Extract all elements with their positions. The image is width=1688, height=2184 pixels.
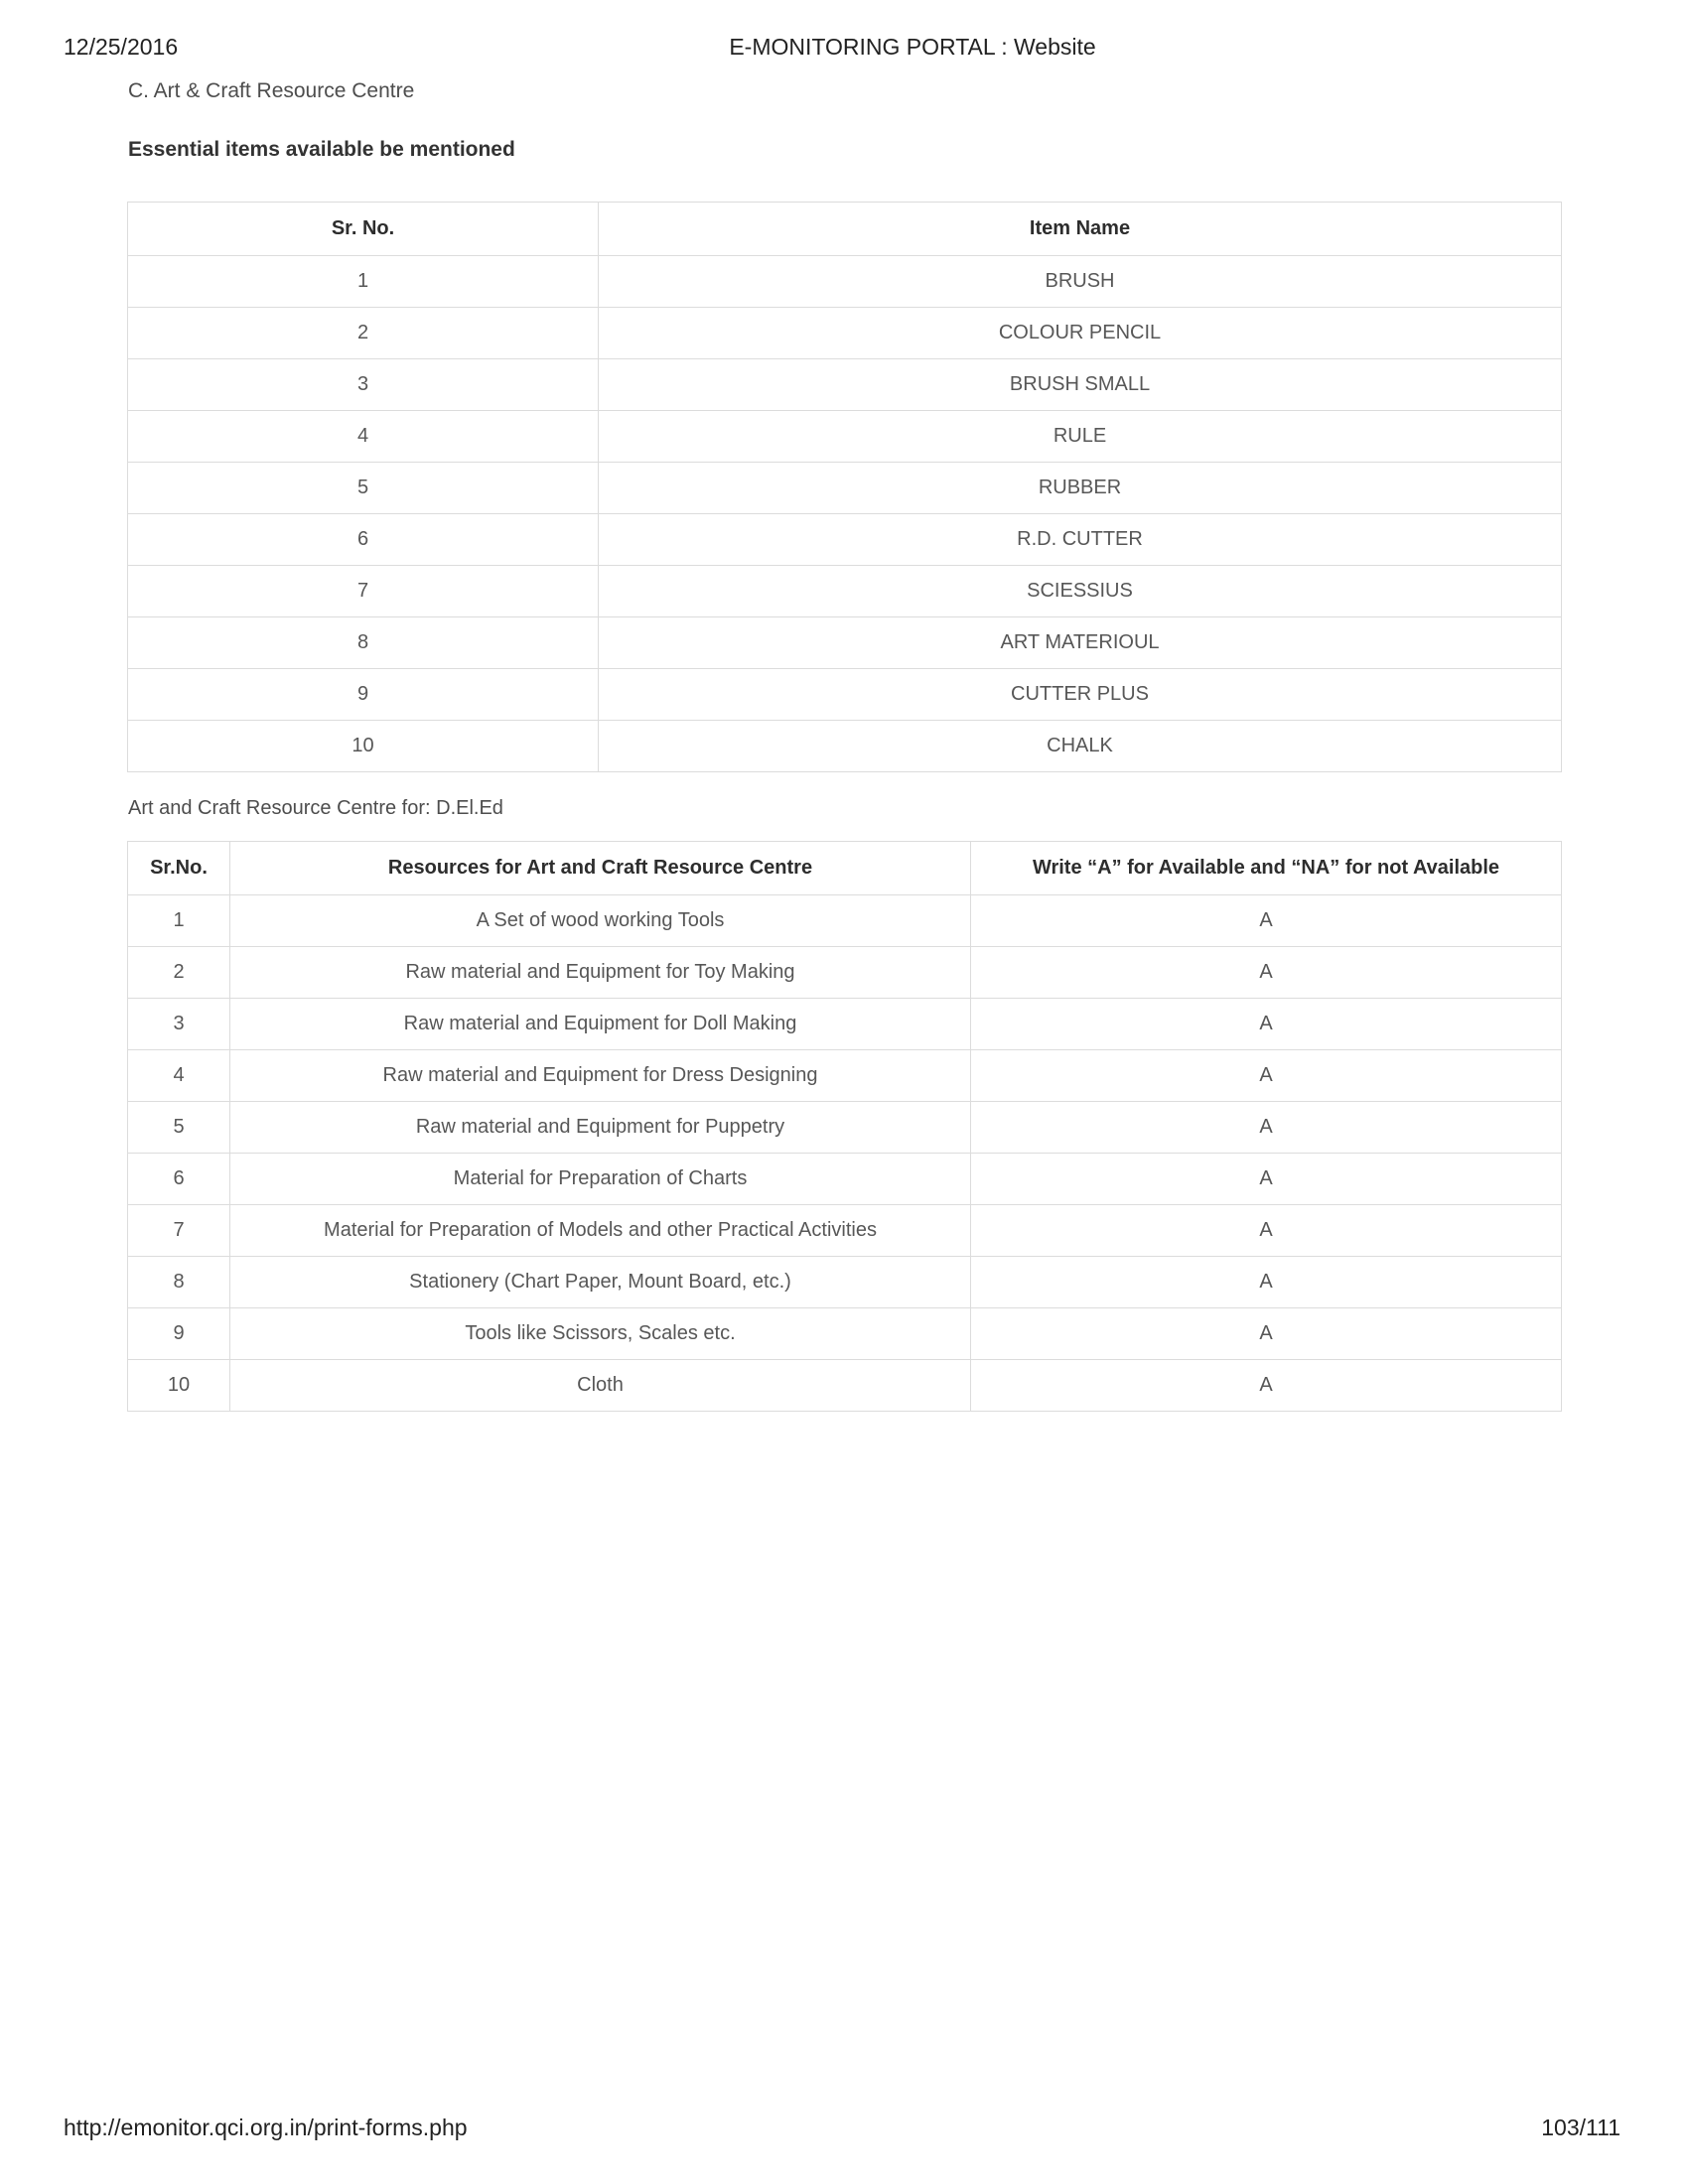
resource-cell: Raw material and Equipment for Doll Making — [230, 999, 971, 1050]
sr-no-cell: 6 — [128, 514, 599, 566]
availability-cell: A — [971, 1154, 1562, 1205]
table-row — [128, 1257, 1562, 1308]
sr-no-cell: 5 — [128, 1102, 230, 1154]
footer-page-number: 103/111 — [1541, 2115, 1620, 2140]
table-row — [128, 1360, 1562, 1412]
sr-no-cell: 3 — [128, 359, 599, 411]
table-row — [128, 617, 1562, 669]
resources-availability-table — [127, 841, 1562, 1412]
table-row — [128, 1205, 1562, 1257]
column-header-availability: Write “A” for Available and “NA” for not Available — [971, 842, 1562, 895]
column-header-sr-no: Sr. No. — [128, 203, 599, 256]
availability-cell: A — [971, 1205, 1562, 1257]
sr-no-cell: 9 — [128, 1308, 230, 1360]
availability-cell: A — [971, 1257, 1562, 1308]
sr-no-cell: 8 — [128, 617, 599, 669]
table-row — [128, 514, 1562, 566]
resource-cell: Stationery (Chart Paper, Mount Board, etc.) — [230, 1257, 971, 1308]
sr-no-cell: 1 — [128, 895, 230, 947]
sr-no-cell: 7 — [128, 1205, 230, 1257]
availability-cell: A — [971, 1050, 1562, 1102]
availability-cell: A — [971, 895, 1562, 947]
availability-cell: A — [971, 999, 1562, 1050]
section-heading-deled: Art and Craft Resource Centre for: D.El.Ed — [128, 797, 503, 819]
table-row — [128, 1308, 1562, 1360]
column-header-resources: Resources for Art and Craft Resource Centre — [230, 842, 971, 895]
item-name-cell: RULE — [599, 411, 1562, 463]
resource-cell: Raw material and Equipment for Puppetry — [230, 1102, 971, 1154]
resource-cell: Cloth — [230, 1360, 971, 1412]
essential-items-table — [127, 202, 1562, 772]
sr-no-cell: 4 — [128, 1050, 230, 1102]
item-name-cell: BRUSH SMALL — [599, 359, 1562, 411]
availability-cell: A — [971, 947, 1562, 999]
item-name-cell: RUBBER — [599, 463, 1562, 514]
item-name-cell: BRUSH — [599, 256, 1562, 308]
footer-url: http://emonitor.qci.org.in/print-forms.php — [64, 2115, 468, 2140]
table-row — [128, 999, 1562, 1050]
essential-items-subtitle: Essential items available be mentioned — [128, 138, 515, 161]
sr-no-cell: 7 — [128, 566, 599, 617]
item-name-cell: CHALK — [599, 721, 1562, 772]
availability-cell: A — [971, 1102, 1562, 1154]
print-header-title: E-MONITORING PORTAL : Website — [729, 34, 1096, 60]
print-header-date: 12/25/2016 — [64, 34, 179, 60]
table-header-row — [128, 203, 1562, 256]
availability-cell: A — [971, 1308, 1562, 1360]
sr-no-cell: 10 — [128, 721, 599, 772]
table-row — [128, 1102, 1562, 1154]
sr-no-cell: 2 — [128, 308, 599, 359]
table-row — [128, 1050, 1562, 1102]
column-header-item-name: Item Name — [599, 203, 1562, 256]
item-name-cell: COLOUR PENCIL — [599, 308, 1562, 359]
sr-no-cell: 6 — [128, 1154, 230, 1205]
table-row — [128, 947, 1562, 999]
table-row — [128, 721, 1562, 772]
sr-no-cell: 4 — [128, 411, 599, 463]
availability-cell: A — [971, 1360, 1562, 1412]
resource-cell: Tools like Scissors, Scales etc. — [230, 1308, 971, 1360]
table-row — [128, 669, 1562, 721]
sr-no-cell: 8 — [128, 1257, 230, 1308]
item-name-cell: SCIESSIUS — [599, 566, 1562, 617]
table-row — [128, 895, 1562, 947]
item-name-cell: ART MATERIOUL — [599, 617, 1562, 669]
table-header-row — [128, 842, 1562, 895]
sr-no-cell: 5 — [128, 463, 599, 514]
sr-no-cell: 10 — [128, 1360, 230, 1412]
table-row — [128, 1154, 1562, 1205]
table-row — [128, 308, 1562, 359]
sr-no-cell: 9 — [128, 669, 599, 721]
resource-cell: A Set of wood working Tools — [230, 895, 971, 947]
resource-cell: Material for Preparation of Charts — [230, 1154, 971, 1205]
table-row — [128, 359, 1562, 411]
table-row — [128, 463, 1562, 514]
sr-no-cell: 3 — [128, 999, 230, 1050]
section-heading-art-craft-centre: C. Art & Craft Resource Centre — [128, 79, 415, 102]
resource-cell: Raw material and Equipment for Dress Designing — [230, 1050, 971, 1102]
resource-cell: Raw material and Equipment for Toy Making — [230, 947, 971, 999]
table-row — [128, 566, 1562, 617]
table-row — [128, 411, 1562, 463]
item-name-cell: CUTTER PLUS — [599, 669, 1562, 721]
table-row — [128, 256, 1562, 308]
item-name-cell: R.D. CUTTER — [599, 514, 1562, 566]
sr-no-cell: 1 — [128, 256, 599, 308]
resource-cell: Material for Preparation of Models and other Practical Activities — [230, 1205, 971, 1257]
column-header-sr-no: Sr.No. — [128, 842, 230, 895]
sr-no-cell: 2 — [128, 947, 230, 999]
